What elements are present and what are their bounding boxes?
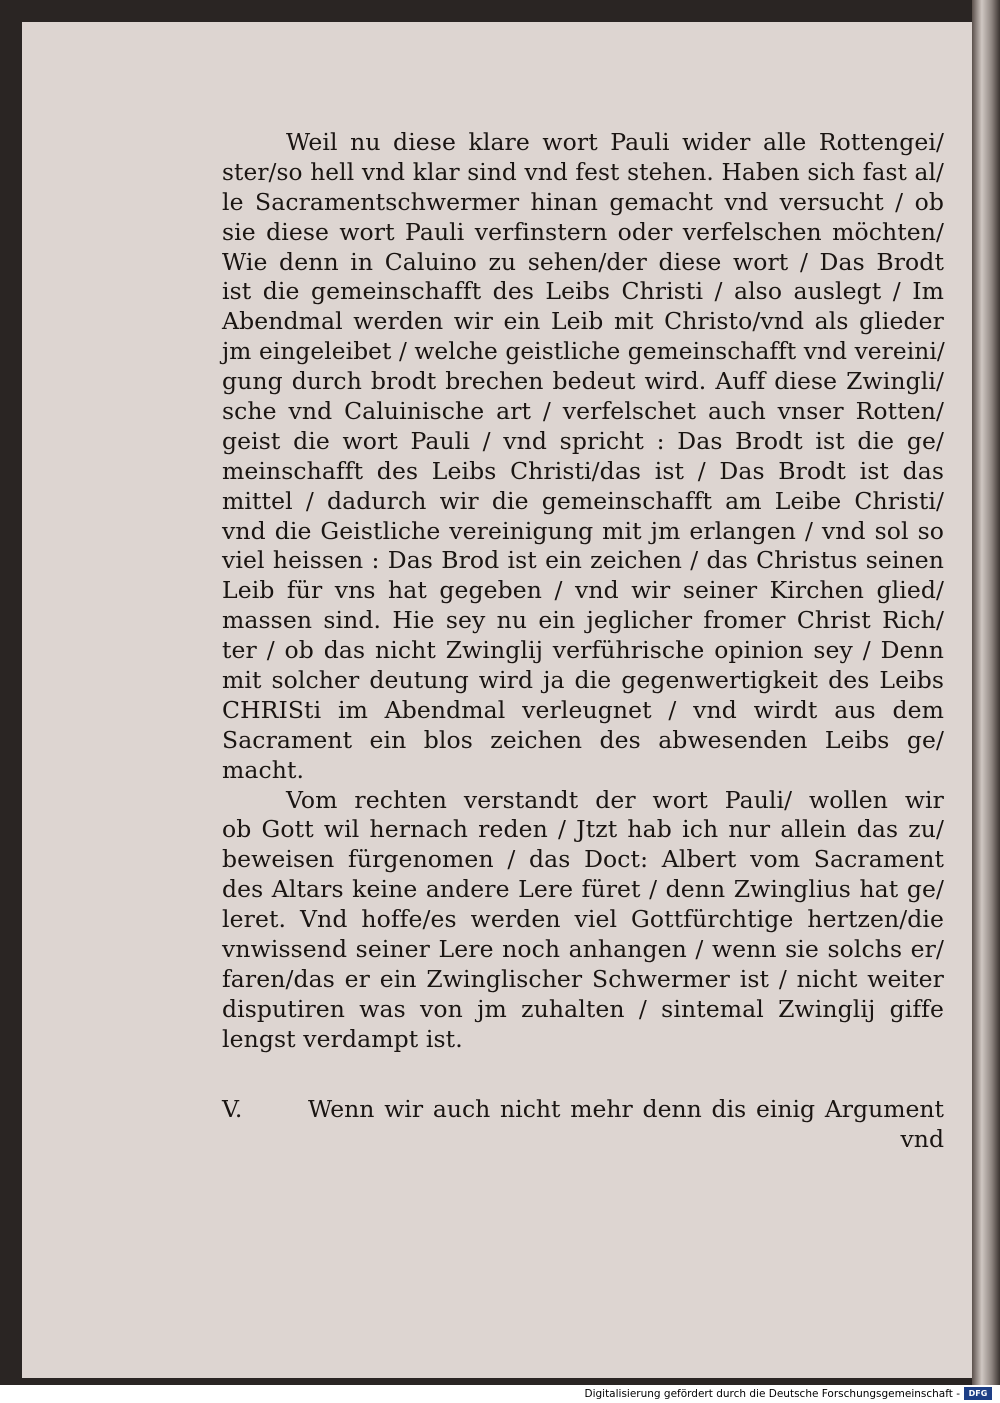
text-line: vnwissend seiner Lere noch anhangen / wenn sie solchs er/ — [222, 935, 944, 964]
text-line: geist die wort Pauli / vnd spricht : Das Brodt ist die ge/ — [222, 426, 944, 455]
text-line: sie diese wort Pauli verfinstern oder verfelschen möchten/ — [222, 217, 944, 246]
text-line: le Sacramentschwermer hinan gemacht vnd versucht / ob — [222, 187, 944, 216]
digitization-footer — [0, 1385, 1000, 1403]
text-line: faren/das er ein Zwinglischer Schwermer ist / nicht weiter — [222, 964, 944, 993]
text-line: ter / ob das nicht Zwinglij verführische opinion sey / Denn — [222, 636, 944, 665]
text-line: Sacrament ein blos zeichen des abwesenden Leibs ge/ — [222, 725, 944, 754]
text-line: ob Gott wil hernach reden / Jtzt hab ich nur allein das zu/ — [222, 815, 944, 844]
text-line: beweisen fürgenomen / das Doct: Albert vom Sacrament — [222, 845, 944, 874]
text-line: ster/so hell vnd klar sind vnd fest stehen. Haben sich fast al/ — [222, 158, 944, 186]
text-line: macht. — [222, 755, 305, 784]
text-line: Weil nu diese klare wort Pauli wider alle Rottengei/ — [286, 128, 944, 156]
text-line: Leib für vns hat gegeben / vnd wir seiner Kirchen glied/ — [222, 576, 944, 605]
dfg-logo: DFG — [964, 1387, 992, 1400]
text-line: meinschafft des Leibs Christi/das ist / Das Brodt ist das — [222, 456, 944, 485]
text-line: Wie denn in Caluino zu sehen/der diese wort / Das Brodt — [222, 247, 944, 276]
text-line: ist die gemeinschafft des Leibs Christi / also auslegt / Im — [222, 277, 944, 306]
text-line: mit solcher deutung wird ja die gegenwertigkeit des Leibs — [222, 666, 944, 695]
text-line: leret. Vnd hoffe/es werden viel Gottfürchtige hertzen/die — [222, 905, 944, 934]
text-line: vnd die Geistliche vereinigung mit jm erlangen / vnd sol so — [222, 516, 944, 545]
text-line: des Altars keine andere Lere füret / denn Zwinglius hat ge/ — [222, 875, 944, 904]
text-line: disputiren was von jm zuhalten / sintemal Zwinglij giffe — [222, 994, 944, 1023]
body-text — [222, 128, 944, 1055]
text-line: Abendmal werden wir ein Leib mit Christo/vnd als glieder — [222, 307, 944, 336]
section-five — [222, 1094, 944, 1124]
section-number: V. — [222, 1095, 243, 1123]
text-line: CHRISti im Abendmal verleugnet / vnd wirdt aus dem — [222, 695, 944, 724]
text-line: lengst verdampt ist. — [222, 1024, 463, 1053]
footer-credit: Digitalisierung gefördert durch die Deutsche Forschungsgemeinschaft - — [584, 1388, 960, 1400]
catchword: vnd — [900, 1125, 944, 1153]
text-line: mittel / dadurch wir die gemeinschafft am Leibe Christi/ — [222, 486, 944, 515]
text-line: sche vnd Caluinische art / verfelschet auch vnser Rotten/ — [222, 397, 944, 426]
section-heading-row — [222, 1094, 944, 1124]
book-spine-edge — [972, 0, 1000, 1385]
text-line: Vom rechten verstandt der wort Pauli/ wollen wir — [286, 785, 944, 814]
text-line: massen sind. Hie sey nu ein jeglicher fromer Christ Rich/ — [222, 606, 944, 635]
text-line: gung durch brodt brechen bedeut wird. Auff diese Zwingli/ — [222, 367, 944, 396]
text-line: jm eingeleibet / welche geistliche gemeinschafft vnd vereini/ — [222, 338, 945, 366]
section-text: Wenn wir auch nicht mehr denn dis einig Argument — [308, 1095, 944, 1123]
text-line: viel heissen : Das Brod ist ein zeichen / das Christus seinen — [222, 546, 944, 575]
